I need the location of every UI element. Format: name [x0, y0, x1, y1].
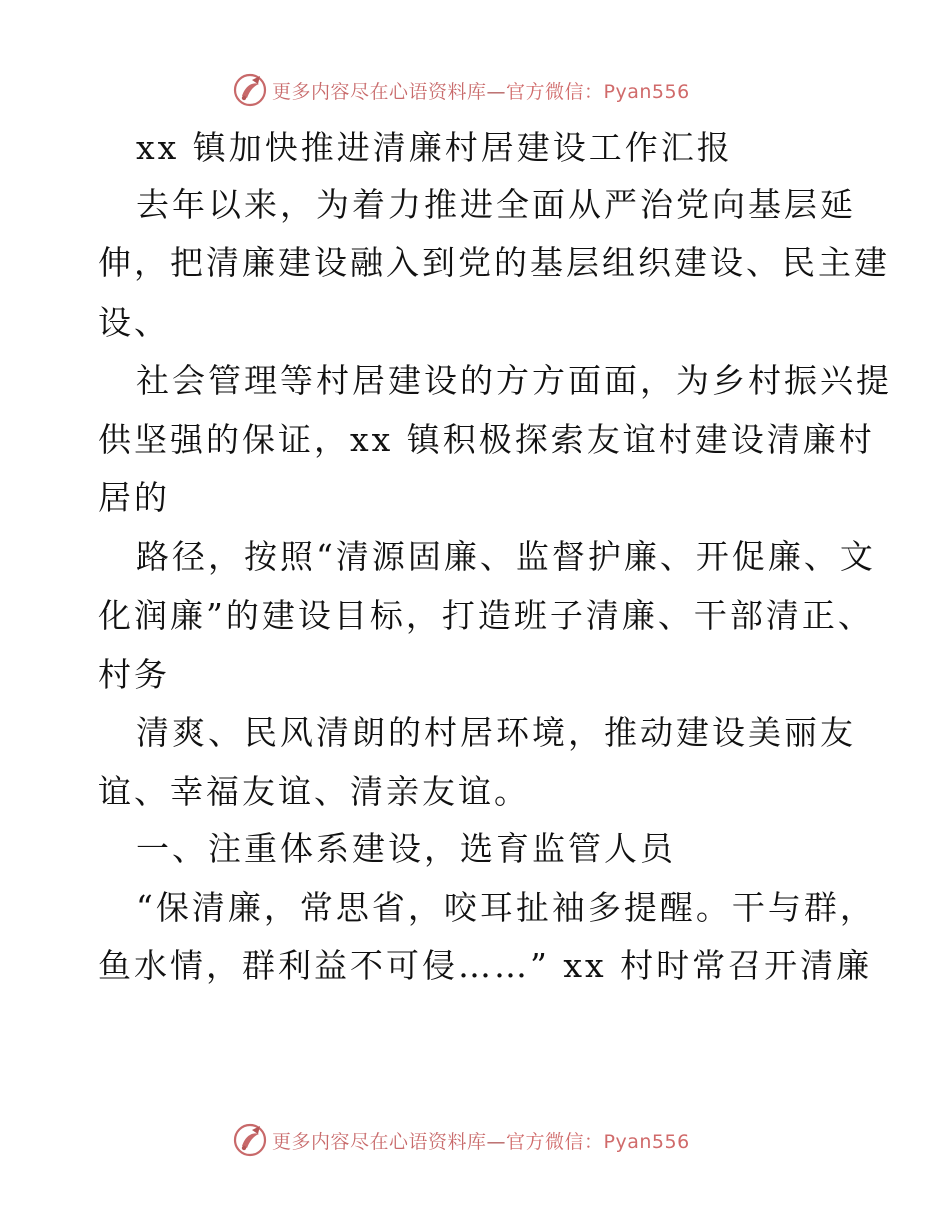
watermark-dash: —: [486, 1130, 507, 1153]
library-logo-icon: [232, 1122, 268, 1158]
watermark-text: [272, 77, 690, 104]
paragraph-line: 村务: [98, 655, 170, 694]
watermark-label: 官方微信：: [506, 80, 604, 103]
document-title: xx 镇加快推进清廉村居建设工作汇报: [136, 128, 733, 167]
watermark-banner-bottom: [0, 1120, 950, 1160]
watermark-main: 更多内容尽在心语资料库: [272, 80, 487, 103]
watermark-text: [272, 1127, 690, 1154]
watermark-banner-top: [0, 70, 950, 110]
library-logo-icon: [232, 72, 268, 108]
paragraph-line: 鱼水情，群利益不可侵……” xx 村时常召开清廉: [98, 946, 873, 985]
paragraph-line: 居的: [98, 478, 170, 517]
watermark-account: Pyan556: [603, 80, 690, 103]
paragraph-line: 去年以来，为着力推进全面从严治党向基层延: [136, 185, 856, 224]
paragraph-line: 供坚强的保证，xx 镇积极探索友谊村建设清廉村: [98, 420, 875, 459]
watermark-label: 官方微信：: [506, 1130, 604, 1153]
watermark-account: Pyan556: [603, 1130, 690, 1153]
paragraph-line: “保清廉，常思省，咬耳扯袖多提醒。干与群，: [136, 888, 876, 927]
paragraph-line: 化润廉”的建设目标，打造班子清廉、干部清正、: [98, 596, 874, 635]
paragraph-line: 伸，把清廉建设融入到党的基层组织建设、民主建: [98, 243, 890, 282]
watermark-main: 更多内容尽在心语资料库: [272, 1130, 487, 1153]
paragraph-line: 清爽、民风清朗的村居环境，推动建设美丽友: [136, 713, 856, 752]
watermark-dash: —: [486, 80, 507, 103]
paragraph-line: 设、: [98, 303, 170, 342]
paragraph-line: 谊、幸福友谊、清亲友谊。: [98, 772, 530, 811]
paragraph-line: 路径，按照“清源固廉、监督护廉、开促廉、文: [136, 537, 876, 576]
section-heading: 一、注重体系建设，选育监管人员: [136, 829, 676, 868]
paragraph-line: 社会管理等村居建设的方方面面，为乡村振兴提: [136, 361, 892, 400]
